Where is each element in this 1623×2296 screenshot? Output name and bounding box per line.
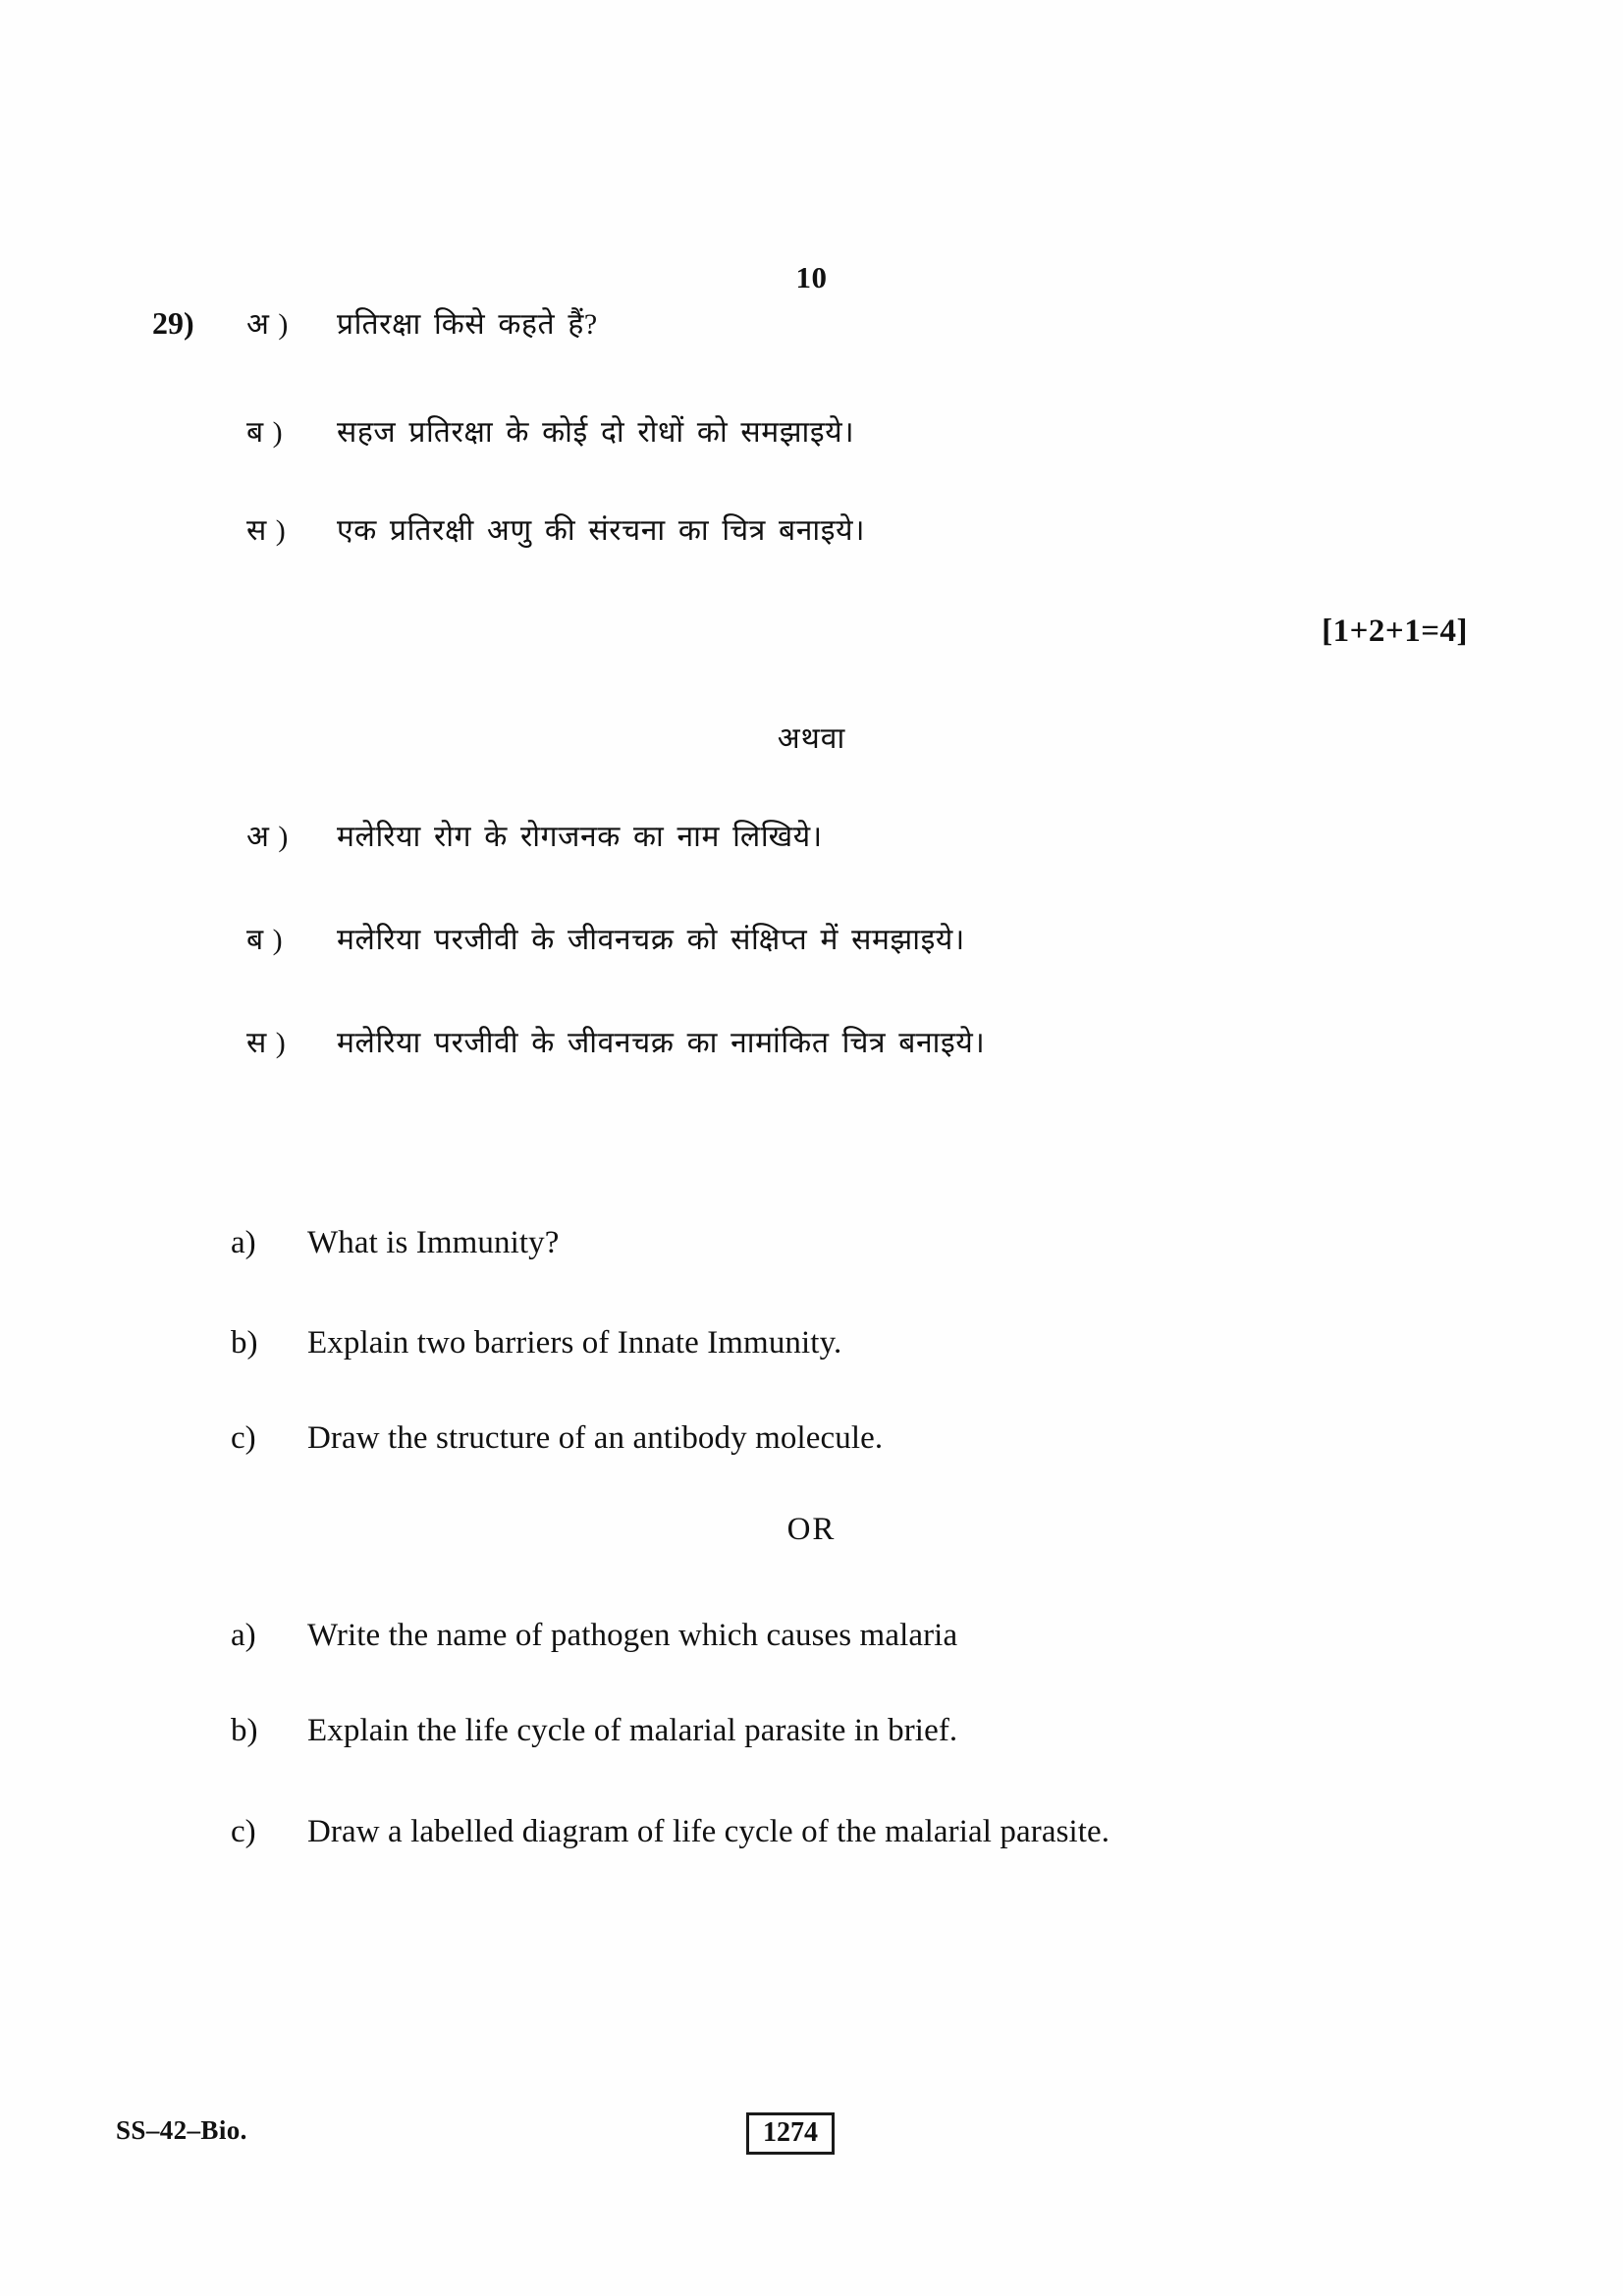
question-row-english-2c <box>231 1814 1109 1850</box>
question-row-english-2b <box>231 1713 957 1749</box>
question-text: What is Immunity? <box>307 1225 560 1260</box>
question-part-label: a) <box>231 1225 256 1260</box>
question-text: मलेरिया परजीवी के जीवनचक्र को संक्षिप्त में समझाइये। <box>337 924 965 956</box>
question-row-hindi-2b <box>246 918 965 958</box>
question-part-label: c) <box>231 1814 256 1849</box>
question-text: मलेरिया परजीवी के जीवनचक्र का नामांकित चित्र बनाइये। <box>337 1027 986 1059</box>
question-row-hindi-1c <box>246 508 865 549</box>
question-part-label: ब ) <box>246 924 284 956</box>
question-text: Write the name of pathogen which causes malaria <box>307 1618 958 1653</box>
question-part-label: स ) <box>246 1027 287 1059</box>
question-row-english-1a <box>231 1225 559 1261</box>
footer-box-number: 1274 <box>746 2112 835 2155</box>
marks-allocation: [1+2+1=4] <box>1322 614 1468 649</box>
question-row-hindi-2c <box>246 1021 985 1061</box>
question-text: सहज प्रतिरक्षा के कोई दो रोधों को समझाइये। <box>337 416 855 449</box>
question-text: Explain two barriers of Innate Immunity. <box>307 1325 842 1361</box>
question-text: Draw the structure of an antibody molecule. <box>307 1420 884 1456</box>
question-text: Draw a labelled diagram of life cycle of the malarial parasite. <box>307 1814 1110 1849</box>
question-text: मलेरिया रोग के रोगजनक का नाम लिखिये। <box>337 821 823 853</box>
divider-athava: अथवा <box>777 722 846 755</box>
question-row-english-1b <box>231 1325 841 1362</box>
question-number: 29) <box>152 305 194 341</box>
question-part-label: c) <box>231 1420 256 1456</box>
question-text: Explain the life cycle of malarial parasite in brief. <box>307 1713 958 1748</box>
question-row-hindi-1a <box>152 302 598 343</box>
question-part-label: b) <box>231 1325 258 1361</box>
question-part-label: स ) <box>246 514 287 547</box>
page-number: 10 <box>795 260 828 294</box>
divider-or: OR <box>786 1512 837 1547</box>
question-part-label: अ ) <box>246 821 290 853</box>
question-part-label: ब ) <box>246 416 284 449</box>
question-part-label: अ ) <box>246 308 290 341</box>
question-row-english-2a <box>231 1618 957 1654</box>
question-part-label: b) <box>231 1713 258 1748</box>
question-text: प्रतिरक्षा किसे कहते हैं? <box>337 308 598 341</box>
question-text: एक प्रतिरक्षी अणु की संरचना का चित्र बनाइये। <box>337 514 866 547</box>
question-row-english-1c <box>231 1420 883 1457</box>
footer-paper-code: SS–42–Bio. <box>116 2115 247 2145</box>
question-part-label: a) <box>231 1618 256 1653</box>
question-row-hindi-2a <box>246 815 823 855</box>
question-row-hindi-1b <box>246 410 854 451</box>
